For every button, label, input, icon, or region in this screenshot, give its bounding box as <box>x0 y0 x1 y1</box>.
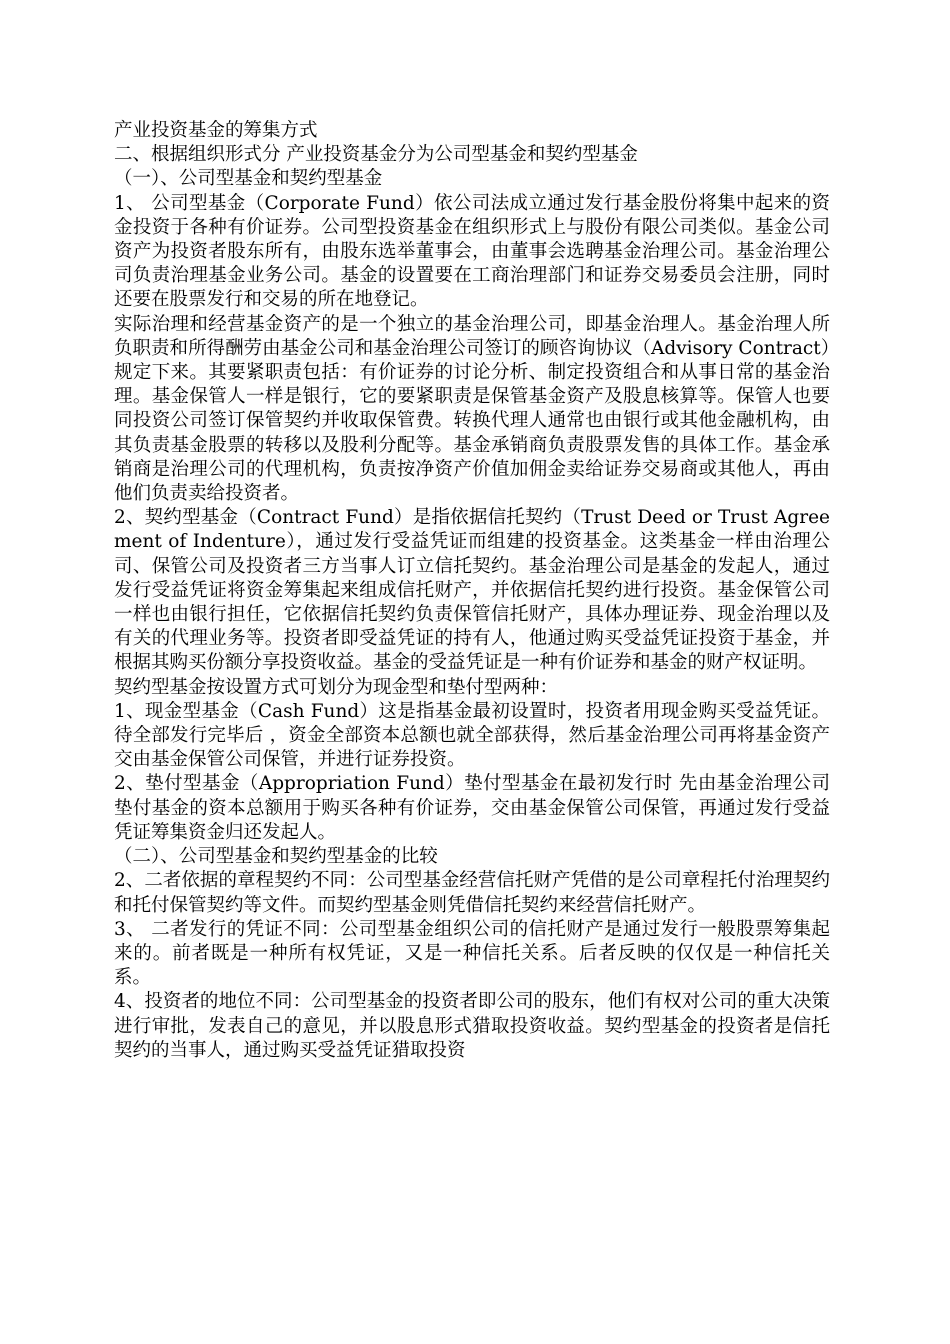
paragraph: 1、 公司型基金（Corporate Fund）依公司法成立通过发行基金股份将集中起来的资金投资于各种有价证券。公司型投资基金在组织形式上与股份有限公司类似。基金公司资产为投资者股东所有，由股东选举董事会，由董事会选聘基金治理公司。基金治理公司负责治理基金业务公司。基金的设置要在工商治理部门和证券交易委员会注册，同时还要在股票发行和交易的所在地登记。 <box>114 192 830 311</box>
paragraph: 4、投资者的地位不同：公司型基金的投资者即公司的股东，他们有权对公司的重大决策进行审批，发表自己的意见，并以股息形式猎取投资收益。契约型基金的投资者是信托契约的当事人，通过购买受益凭证猎取投资 <box>114 991 830 1061</box>
paragraph: 二、根据组织形式分 产业投资基金分为公司型基金和契约型基金 <box>114 144 638 166</box>
paragraph: 2、契约型基金（Contract Fund）是指依据信托契约（Trust Deed or Trust Agreement of Indenture），通过发行受益凭证而组建的投资基金。这类基金一样由治理公司、保管公司及投资者三方当事人订立信托契约。基金治理公司是基金的发起人，通过发行受益凭证将资金筹集起来组成信托财产，并依据信托契约进行投资。基金保管公司一样也由银行担任，它依据信托契约负责保管信托财产，具体办理证券、现金治理以及有关的代理业务等。投资者即受益凭证的持有人，他通过购买受益凭证投资于基金，并根据其购买份额分享投资收益。基金的受益凭证是一种有价证券和基金的财产权证明。 <box>114 507 830 674</box>
paragraph: 2、垫付型基金（Appropriation Fund）垫付型基金在最初发行时 先由基金治理公司垫付基金的资本总额用于购买各种有价证券，交由基金保管公司保管，再通过发行受益凭证筹集资金归还发起人。 <box>114 773 830 843</box>
paragraph: 产业投资基金的筹集方式 <box>114 120 318 141</box>
paragraph: （二）、公司型基金和契约型基金的比较 <box>114 846 438 868</box>
paragraph: 实际治理和经营基金资产的是一个独立的基金治理公司，即基金治理人。基金治理人所负职责和所得酬劳由基金公司和基金治理公司签订的顾咨询协议（Advisory Contract）规定下来。其要紧职责包括：有价证券的讨论分析、制定投资组合和从事日常的基金治理。基金保管人一样是银行，它的要紧职责是保管基金资产及股息核算等。保管人也要同投资公司签订保管契约并收取保管费。转换代理人通常也由银行或其他金融机构，由其负责基金股票的转移以及股利分配等。基金承销商负责股票发售的具体工作。基金承销商是治理公司的代理机构，负责按净资产价值加佣金卖给证券交易商或其他人，再由他们负责卖给投资者。 <box>114 313 830 505</box>
paragraph: 契约型基金按设置方式可划分为现金型和垫付型两种： <box>114 676 559 698</box>
paragraph: 1、现金型基金（Cash Fund）这是指基金最初设置时，投资者用现金购买受益凭证。待全部发行完毕后 ，资金全部资本总额也就全部获得，然后基金治理公司再将基金资产交由基金保管公司保管，并进行证券投资。 <box>114 700 830 771</box>
paragraph: 2、二者依据的章程契约不同：公司型基金经营信托财产凭借的是公司章程托付治理契约和托付保管契约等文件。而契约型基金则凭借信托契约来经营信托财产。 <box>114 870 830 916</box>
paragraph: （一）、公司型基金和契约型基金 <box>114 168 383 190</box>
paragraph: 3、 二者发行的凭证不同：公司型基金组织公司的信托财产是通过发行一般股票筹集起来的。前者既是一种所有权凭证，又是一种信托关系。后者反映的仅仅是一种信托关系。 <box>114 918 830 989</box>
document-body <box>114 119 830 1063</box>
